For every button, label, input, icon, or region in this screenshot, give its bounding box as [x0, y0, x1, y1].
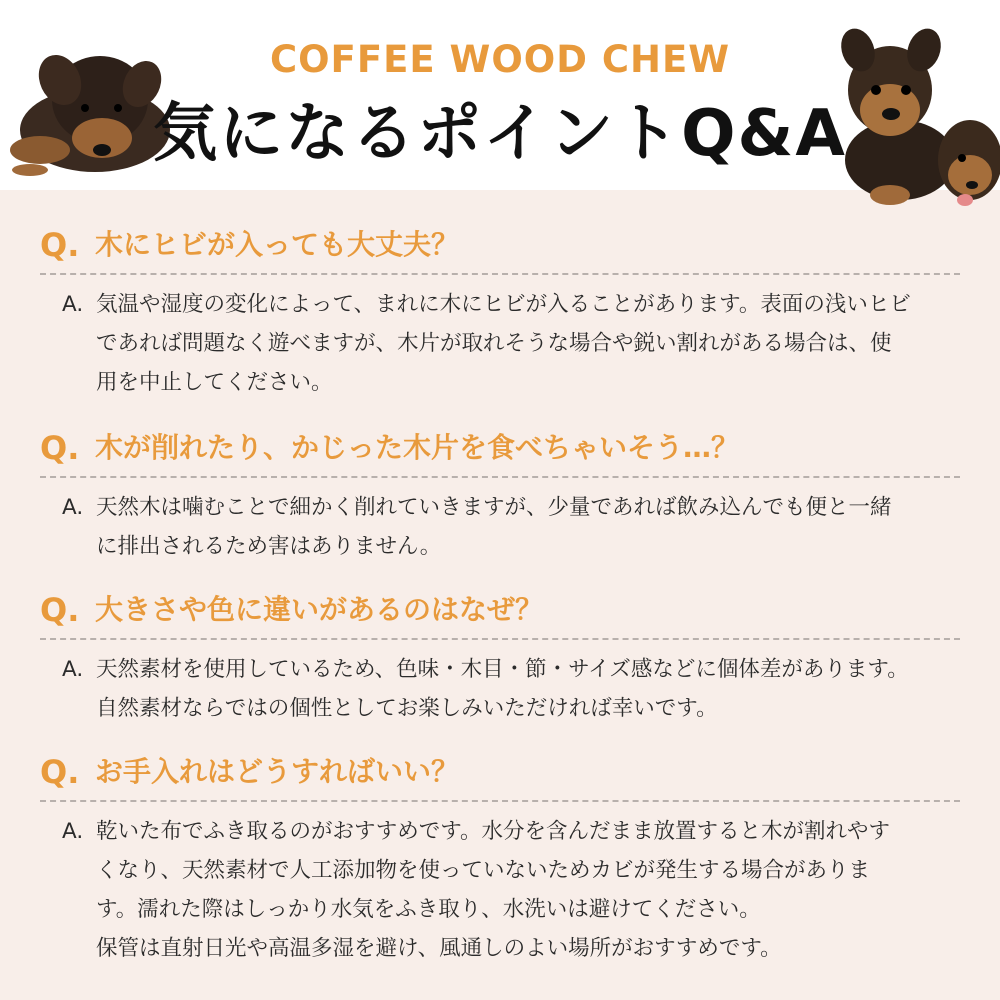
question-text: 木が削れたり、かじった木片を食べちゃいそう…？: [95, 431, 740, 464]
header-banner: [0, 0, 1000, 190]
question-row: [40, 428, 960, 478]
answer-block: [40, 488, 960, 566]
puppy-image-right: [820, 10, 1000, 215]
answer-block: [40, 285, 960, 402]
answer-line: 天然素材を使用しているため、色味・木目・節・サイズ感などに個体差があります。: [96, 657, 909, 682]
answer-line: に排出されるため害はありません。: [96, 534, 442, 559]
question-mark-label: Q.: [40, 429, 80, 467]
answer-mark-label: A.: [62, 495, 84, 520]
question-row: [40, 225, 960, 275]
brand-name: COFFEE WOOD CHEW: [269, 38, 731, 81]
question-mark-label: Q.: [40, 591, 80, 629]
answer-line: 乾いた布でふき取るのがおすすめです。水分を含んだまま放置すると木が割れやす: [96, 819, 890, 844]
answer-mark-label: A.: [62, 657, 84, 682]
answer-line: くなり、天然素材で人工添加物を使っていないためカビが発生する場合がありま: [96, 858, 871, 883]
answer-line: 気温や湿度の変化によって、まれに木にヒビが入ることがあります。表面の浅いヒビ: [96, 292, 911, 317]
answer-block: [40, 650, 960, 728]
answer-mark-label: A.: [62, 292, 84, 317]
question-text: 大きさや色に違いがあるのはなぜ？: [95, 593, 544, 626]
qa-item-4: [40, 752, 960, 968]
answer-line: 自然素材ならではの個性としてお楽しみいただければ幸いです。: [96, 696, 718, 721]
question-mark-label: Q.: [40, 753, 80, 791]
answer-line: 保管は直射日光や高温多湿を避け、風通しのよい場所がおすすめです。: [96, 936, 782, 961]
answer-block: [40, 812, 960, 968]
answer-line: 天然木は噛むことで細かく削れていきますが、少量であれば飲み込んでも便と一緒: [96, 495, 892, 520]
answer-line: す。濡れた際はしっかり水気をふき取り、水洗いは避けてください。: [96, 897, 761, 922]
question-row: [40, 590, 960, 640]
answer-mark-label: A.: [62, 819, 84, 844]
answer-line: であれば問題なく遊べますが、木片が取れそうな場合や鋭い割れがある場合は、使: [96, 331, 892, 356]
question-row: [40, 752, 960, 802]
qa-item-2: [40, 428, 960, 566]
question-text: お手入れはどうすればいい？: [95, 755, 460, 788]
qa-item-1: [40, 225, 960, 402]
question-mark-label: Q.: [40, 226, 80, 264]
question-text: 木にヒビが入っても大丈夫？: [95, 228, 460, 261]
page-title: 気になるポイントQ&A: [153, 97, 847, 171]
answer-line: 用を中止してください。: [96, 370, 333, 395]
qa-item-3: [40, 590, 960, 728]
